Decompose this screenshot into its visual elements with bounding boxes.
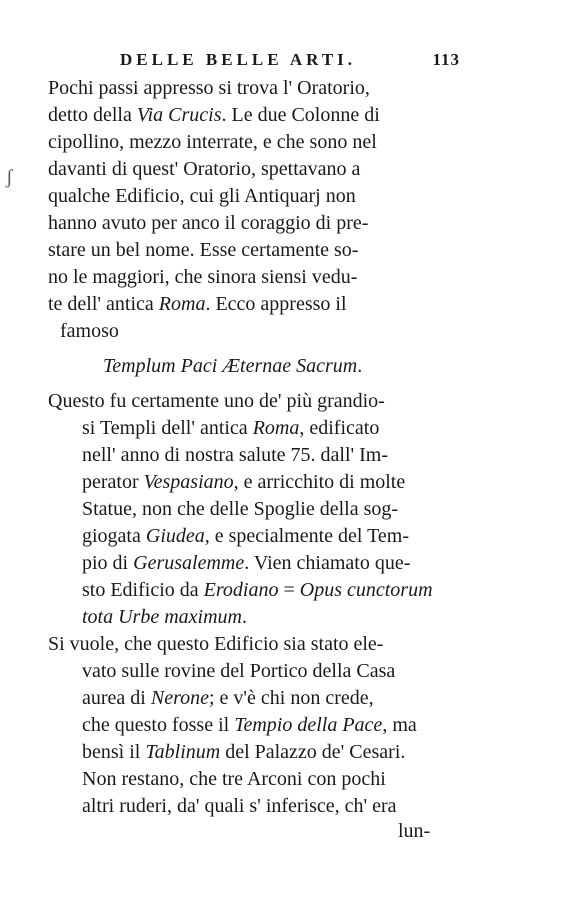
text-line	[82, 414, 379, 442]
text-run: . Vien chiamato que-	[244, 552, 411, 574]
text-run: ; e v'è chi non crede,	[209, 687, 374, 709]
text-run: detto della	[48, 104, 137, 126]
italic-run: Erodiano	[203, 579, 279, 601]
margin-mark: ʃ	[6, 166, 13, 188]
italic-run: Opus cunctorum	[299, 579, 433, 601]
text-run: del Palazzo de' Cesari.	[220, 741, 406, 763]
text-line	[82, 468, 405, 496]
text-line	[48, 290, 347, 318]
text-run: famoso	[60, 320, 119, 342]
text-run: .	[357, 355, 363, 377]
text-run: giogata	[82, 525, 146, 547]
text-run: =	[278, 579, 300, 601]
text-run: . Le due Colonne di	[221, 104, 380, 126]
text-run: Statue, non che delle Spoglie della sog-	[82, 498, 399, 520]
italic-run: Via Crucis	[136, 104, 222, 126]
italic-run: Vespasiano	[143, 471, 234, 493]
text-line	[48, 630, 383, 658]
italic-run: tota Urbe maximum	[82, 606, 242, 628]
text-run: aurea di	[82, 687, 151, 709]
text-line	[60, 317, 119, 345]
italic-run: Nerone	[150, 687, 209, 709]
text-line	[82, 765, 386, 793]
text-run: davanti di quest' Oratorio, spettavano a	[48, 158, 361, 180]
text-line	[82, 684, 374, 712]
text-line	[82, 441, 388, 469]
text-run: , e specialmente del Tem-	[204, 525, 410, 547]
running-title: DELLE BELLE ARTI.	[120, 50, 357, 69]
text-line	[48, 236, 358, 264]
text-line	[82, 549, 410, 577]
text-run: nell' anno di nostra salute 75. dall' Im-	[82, 444, 389, 466]
text-line	[48, 155, 360, 183]
text-run: Questo fu certamente uno de' più grandio-	[48, 390, 385, 412]
italic-run: Giudea	[145, 525, 205, 547]
text-run: , e arricchito di molte	[233, 471, 406, 493]
text-run: bensì il	[82, 741, 146, 763]
text-run: no le maggiori, che sinora siensi vedu-	[48, 266, 358, 288]
text-run: Si vuole, che questo Edificio sia stato ele-	[48, 633, 384, 655]
text-run: sto Edificio da	[82, 579, 204, 601]
text-run: Pochi passi appresso si trova l' Oratorio,	[48, 77, 370, 99]
italic-run: Templum Paci Æternae Sacrum	[103, 355, 358, 377]
text-line	[82, 495, 398, 523]
text-line	[82, 603, 247, 631]
italic-run: Roma	[252, 417, 300, 439]
text-line	[82, 576, 433, 604]
text-line	[82, 657, 395, 685]
catchword: lun-	[398, 820, 431, 842]
italic-run: Gerusalemme	[133, 552, 245, 574]
text-line	[48, 74, 370, 102]
inscription-heading	[103, 352, 362, 380]
text-run: .	[241, 606, 247, 628]
italic-run: Tempio della Pace	[234, 714, 383, 736]
text-run: cipollino, mezzo interrate, e che sono nel	[48, 131, 377, 153]
text-line	[82, 792, 397, 820]
text-line	[82, 711, 417, 739]
text-run: stare un bel nome. Esse certamente so-	[48, 239, 359, 261]
italic-run: Tablinum	[145, 741, 221, 763]
text-run: altri ruderi, da' quali s' inferisce, ch' era	[82, 795, 397, 817]
text-line	[82, 522, 409, 550]
page-header	[120, 50, 460, 74]
text-run: , edificato	[299, 417, 380, 439]
page-number: 113	[432, 50, 460, 69]
text-run: , ma	[382, 714, 417, 736]
italic-run: Roma	[158, 293, 206, 315]
text-run: si Templi dell' antica	[82, 417, 253, 439]
text-line	[48, 387, 385, 415]
text-run: Non restano, che tre Arconi con pochi	[82, 768, 386, 790]
text-run: te dell' antica	[48, 293, 159, 315]
text-run: che questo fosse il	[82, 714, 235, 736]
text-run: . Ecco appresso il	[205, 293, 347, 315]
text-line	[48, 128, 377, 156]
text-run: hanno avuto per anco il coraggio di pre-	[48, 212, 369, 234]
text-line	[48, 101, 380, 129]
text-line	[48, 182, 356, 210]
text-run: vato sulle rovine del Portico della Casa	[82, 660, 396, 682]
text-line	[48, 209, 368, 237]
text-line	[48, 263, 357, 291]
text-run: qualche Edificio, cui gli Antiquarj non	[48, 185, 356, 207]
text-run: pio di	[82, 552, 134, 574]
text-run: perator	[82, 471, 144, 493]
text-line	[82, 738, 405, 766]
